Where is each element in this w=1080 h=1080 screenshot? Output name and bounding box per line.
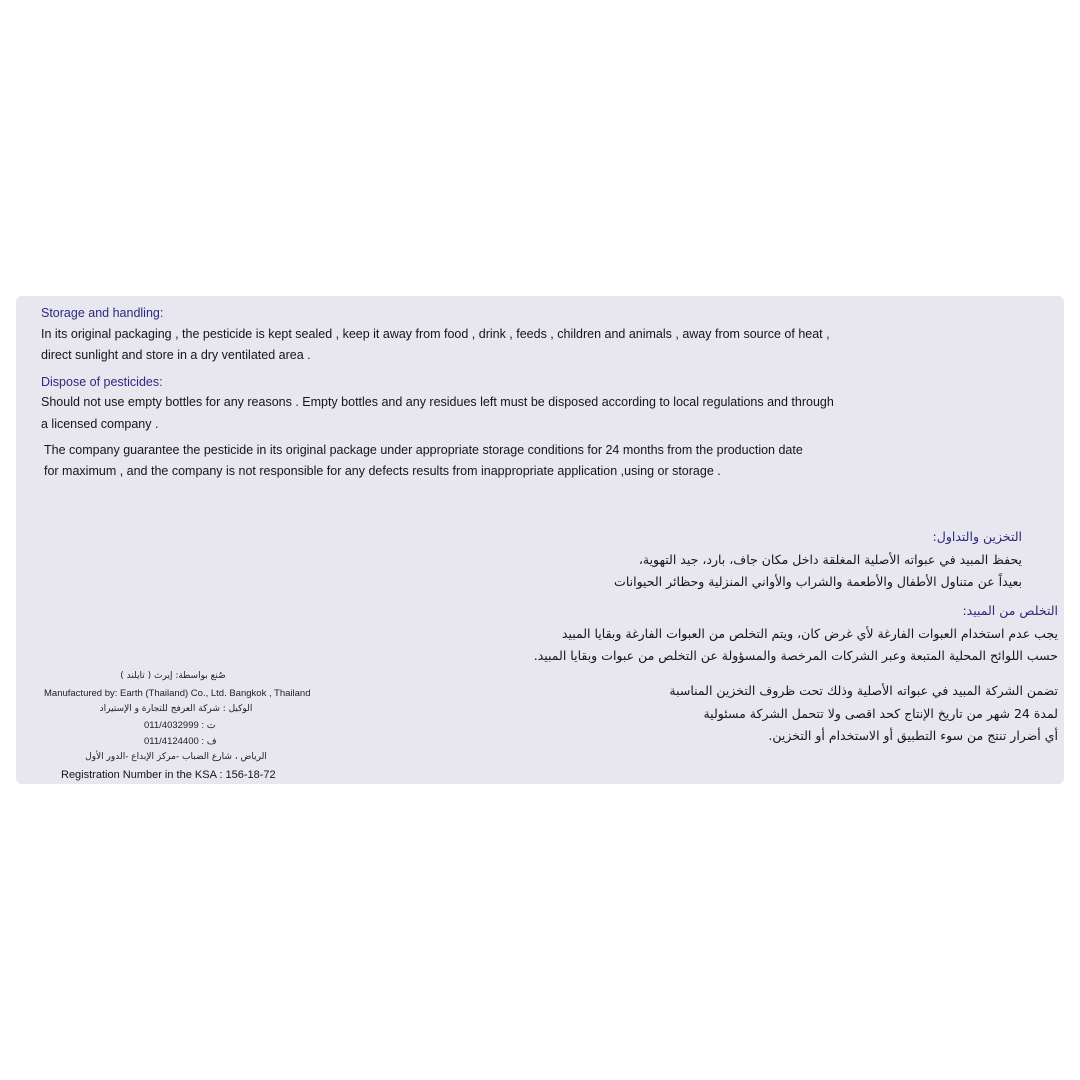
- address-ar: الرياض ، شارع الضباب -مركز الإبداع -الدور الأول: [85, 752, 267, 762]
- storage-text-en-line2: direct sunlight and store in a dry ventilated area .: [41, 348, 311, 362]
- product-label-panel: [16, 296, 1064, 784]
- storage-text-ar-line2: بعيداً عن متناول الأطفال والأطعمة والشراب والأواني المنزلية وحظائر الحيوانات: [614, 574, 1022, 589]
- storage-text-ar-line1: يحفظ المبيد في عبواته الأصلية المغلقة داخل مكان جاف، بارد، جيد التهوية،: [638, 552, 1022, 567]
- storage-heading-en: Storage and handling:: [41, 306, 164, 320]
- storage-heading-ar: التخزين والتداول:: [932, 529, 1022, 544]
- guarantee-text-en-line1: The company guarantee the pesticide in its original package under appropriate storage conditions for 24 months from the production date: [44, 443, 803, 457]
- registration-number: Registration Number in the KSA : 156-18-72: [61, 769, 276, 781]
- manufacturer-name-en: Manufactured by: Earth (Thailand) Co., Ltd. Bangkok , Thailand: [44, 688, 311, 699]
- storage-text-en-line1: In its original packaging , the pesticide is kept sealed , keep it away from food , drink , feeds , children and animals , away from source of heat ,: [41, 327, 830, 341]
- dispose-text-en-line1: Should not use empty bottles for any reasons . Empty bottles and any residues left must be disposed according to local regulations and through: [41, 395, 834, 409]
- manufacturer-name-ar: صُنع بواسطة: إيرث ( تايلند ): [120, 671, 226, 681]
- dispose-heading-ar: التخلص من المبيد:: [962, 603, 1058, 618]
- dispose-text-en-line2: a licensed company .: [41, 417, 159, 431]
- fax-number: ف : 011/4124400: [144, 736, 217, 747]
- phone-number: ت : 011/4032999: [144, 720, 216, 731]
- guarantee-text-ar-line1: تضمن الشركة المبيد في عبواته الأصلية وذلك تحت ظروف التخزين المناسبة: [669, 683, 1058, 698]
- guarantee-text-en-line2: for maximum , and the company is not responsible for any defects results from inappropriate application ,using or storage .: [44, 464, 721, 478]
- guarantee-text-ar-line3: أي أضرار تنتج من سوء التطبيق أو الاستخدام أو التخزين.: [768, 728, 1058, 743]
- dispose-heading-en: Dispose of pesticides:: [41, 375, 163, 389]
- guarantee-text-ar-line2: لمدة 24 شهر من تاريخ الإنتاج كحد اقصى ولا تتحمل الشركة مسئولية: [703, 706, 1058, 721]
- agent-name-ar: الوكيل : شركة العرفج للتجارة و الإستيراد: [99, 704, 253, 714]
- dispose-text-ar-line1: يجب عدم استخدام العبوات الفارغة لأي غرض كان، ويتم التخلص من العبوات الفارغة وبقايا المبيد: [561, 626, 1058, 641]
- dispose-text-ar-line2: حسب اللوائح المحلية المتبعة وعبر الشركات المرخصة والمسؤولة عن التخلص من عبوات وبقايا المبيد.: [533, 648, 1058, 663]
